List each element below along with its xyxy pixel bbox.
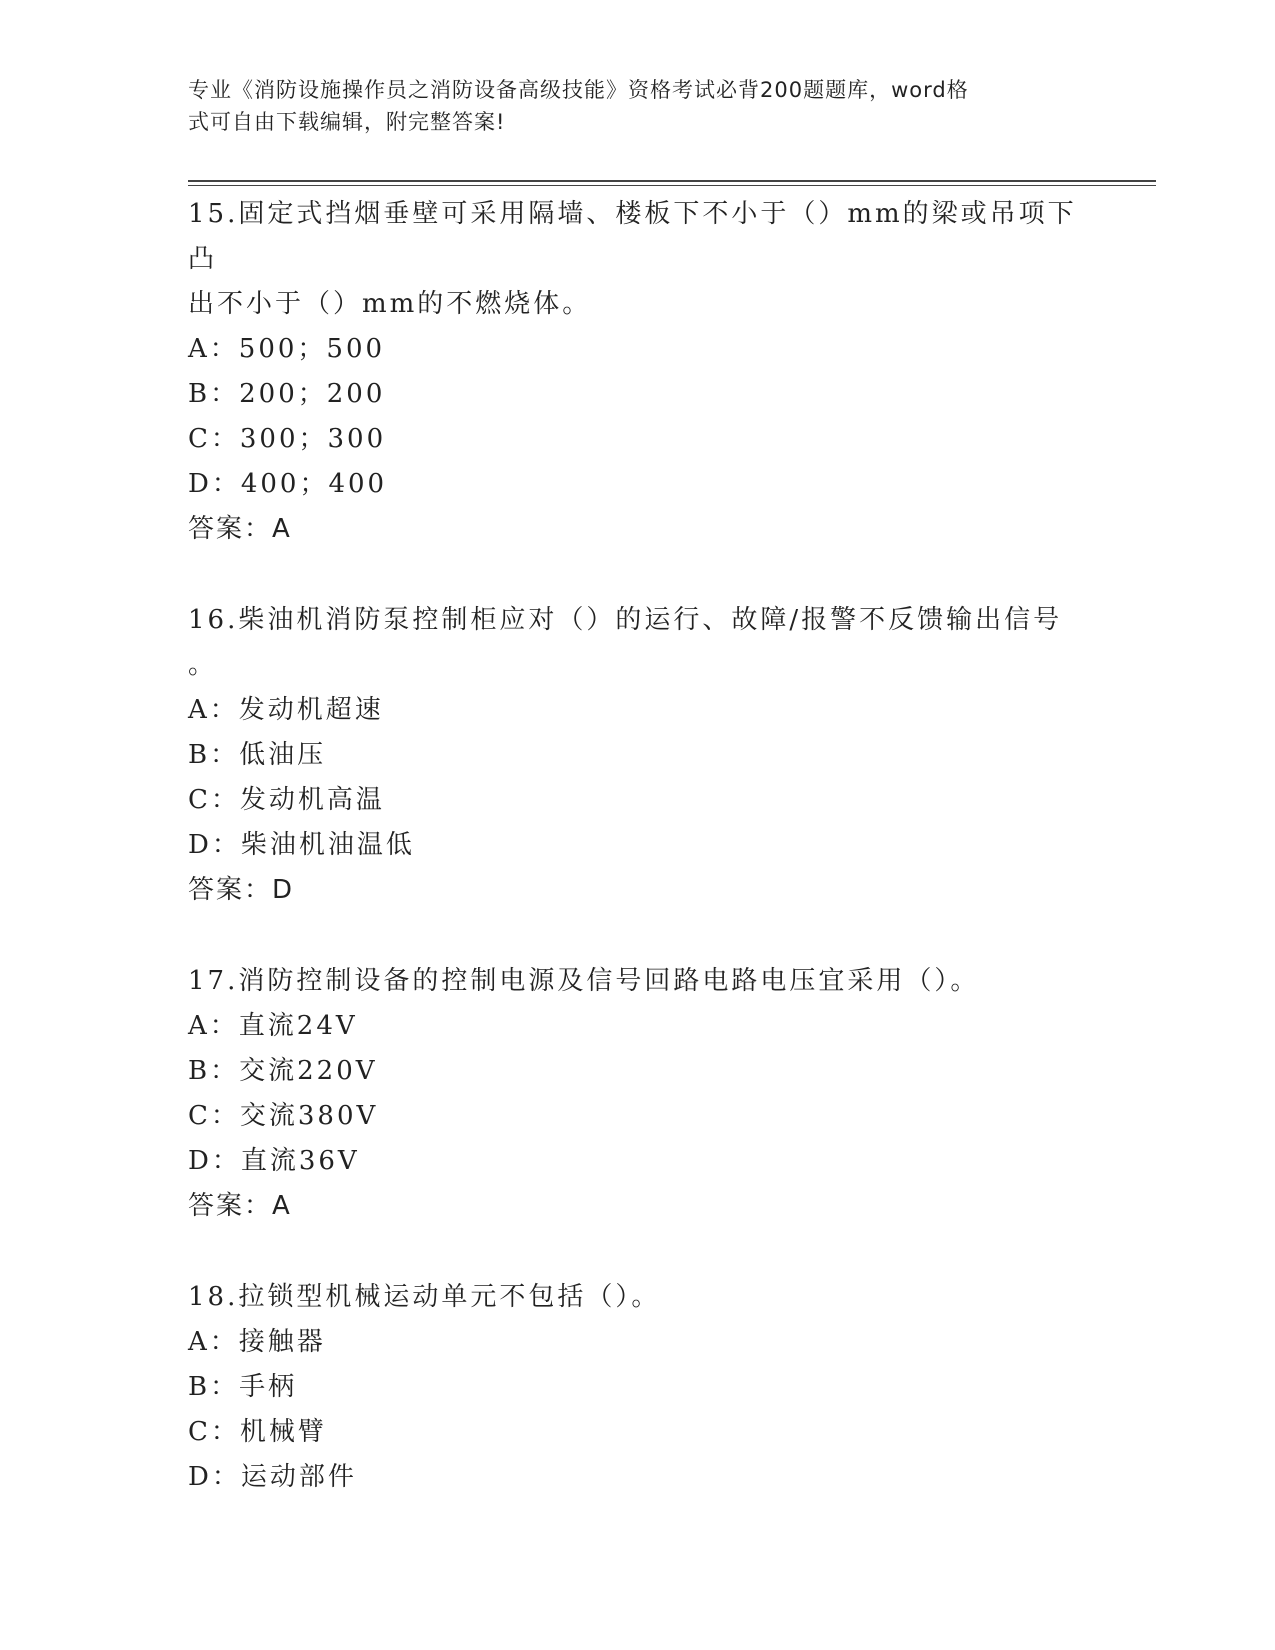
question-17 (188, 959, 1088, 1228)
option-b: B：交流220V (188, 1056, 378, 1086)
option-a: A：发动机超速 (188, 695, 384, 725)
question-15 (188, 192, 1088, 551)
option-b: B：200；200 (188, 379, 386, 409)
option-c: C：300；300 (188, 424, 387, 454)
option-a: A：接触器 (188, 1327, 326, 1357)
option-c: C：发动机高温 (188, 785, 385, 815)
option-a: A：直流24V (188, 1011, 358, 1041)
option-d: D：柴油机油温低 (188, 830, 415, 860)
option-d: D：400；400 (188, 469, 388, 499)
option-c: C：交流380V (188, 1101, 379, 1131)
option-b: B：手柄 (188, 1372, 298, 1402)
document-header (188, 74, 1088, 138)
question-stem-line-1: 16.柴油机消防泵控制柜应对（）的运行、故障/报警不反馈输出信号 (188, 605, 1063, 635)
question-stem-line-1: 17.消防控制设备的控制电源及信号回路电路电压宜采用（）。 (188, 966, 980, 996)
header-divider-thick (188, 180, 1156, 182)
question-18 (188, 1275, 1088, 1500)
option-a: A：500；500 (188, 334, 386, 364)
question-stem-line-1: 15.固定式挡烟垂壁可采用隔墙、楼板下不小于（）mm的梁或吊项下凸 (188, 199, 1077, 274)
answer: 答案：A (188, 514, 292, 544)
option-c: C：机械臂 (188, 1417, 327, 1447)
question-16 (188, 598, 1088, 912)
header-divider-thin (188, 185, 1156, 186)
question-list (188, 192, 1088, 1547)
question-stem-line-1: 18.拉锁型机械运动单元不包括（）。 (188, 1282, 661, 1312)
answer: 答案：A (188, 1191, 292, 1221)
option-d: D：直流36V (188, 1146, 360, 1176)
answer: 答案：D (188, 875, 295, 905)
question-stem-line-2: 出不小于（）mm的不燃烧体。 (188, 289, 592, 319)
header-line-2: 式可自由下载编辑，附完整答案! (188, 110, 506, 134)
option-b: B：低油压 (188, 740, 327, 770)
header-line-1: 专业《消防设施操作员之消防设备高级技能》资格考试必背200题题库，word格 (188, 78, 969, 102)
option-d: D：运动部件 (188, 1462, 357, 1492)
question-stem-line-2: 。 (188, 650, 218, 680)
